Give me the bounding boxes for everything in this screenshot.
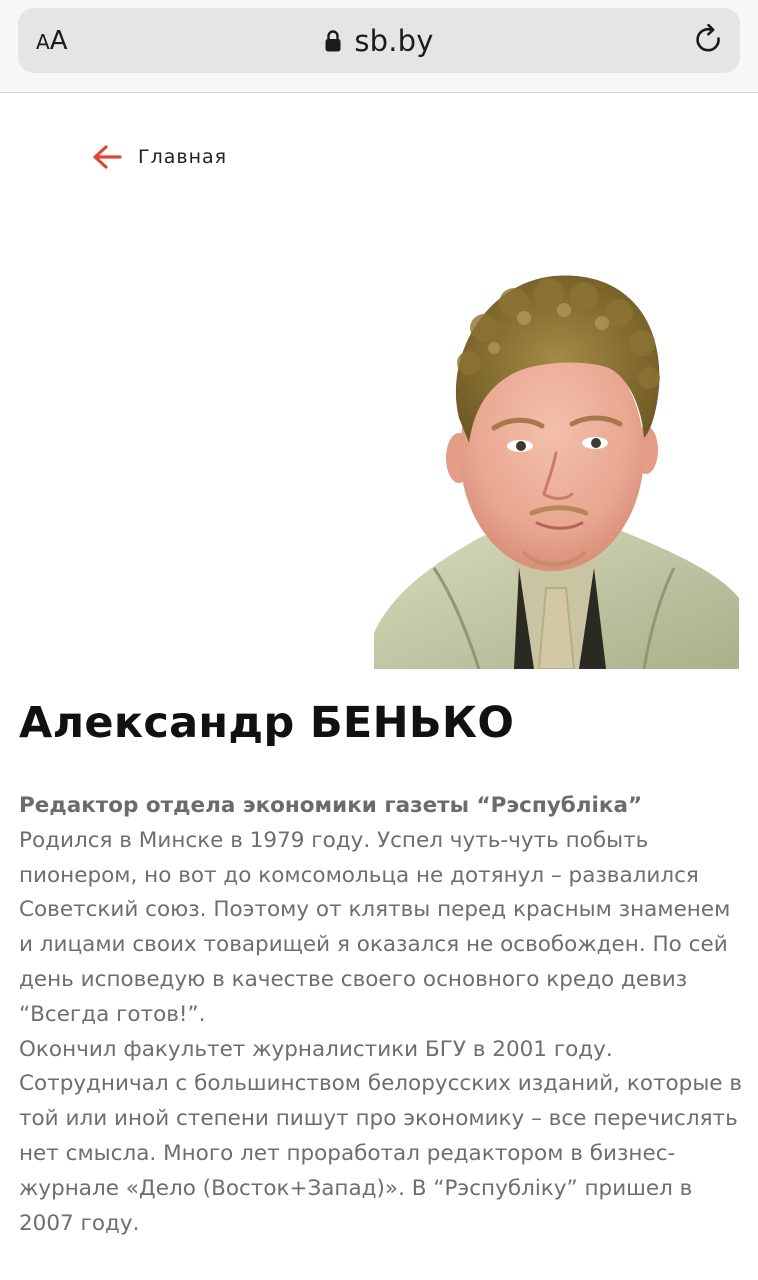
text-size-big-label: A bbox=[49, 26, 68, 56]
back-arrow-icon bbox=[92, 144, 122, 170]
reload-icon[interactable] bbox=[692, 23, 726, 57]
browser-toolbar bbox=[0, 0, 758, 93]
bio-paragraph: Родился в Минске в 1979 году. Успел чуть-чуть побыть пионером, но вот до комсомольца не дотянул – развалился Советский союз. Поэтому от клятвы перед красным знаменем и лицами своих товарищей я оказался не освобожден. По сей день исповедую в качестве своего основного кредо девиз “Всегда готов!”. bbox=[19, 827, 731, 1027]
lock-icon bbox=[324, 29, 342, 53]
author-role: Редактор отдела экономики газеты “Рэспубліка” bbox=[19, 793, 643, 818]
url-text: sb.by bbox=[354, 24, 434, 58]
bio-paragraph: Окончил факультет журналистики БГУ в 2001 году. Сотрудничал с большинством белорусских изданий, которые в той или иной степени пишут про экономику – все перечислять нет смысла. Много лет проработал редактором в бизнес-журнале «Дело (Восток+Запад)». В “Рэспубліку” пришел в 2007 году. bbox=[19, 1036, 743, 1236]
author-photo bbox=[374, 268, 739, 669]
url-display[interactable] bbox=[18, 22, 740, 60]
back-to-home-link[interactable] bbox=[92, 140, 227, 174]
author-bio bbox=[19, 789, 743, 1241]
text-size-small-label: A bbox=[36, 30, 50, 54]
back-link-label: Главная bbox=[138, 146, 228, 168]
author-name: Александр БЕНЬКО bbox=[19, 698, 515, 748]
address-bar[interactable] bbox=[18, 8, 740, 73]
author-photo-illustration bbox=[374, 268, 739, 669]
